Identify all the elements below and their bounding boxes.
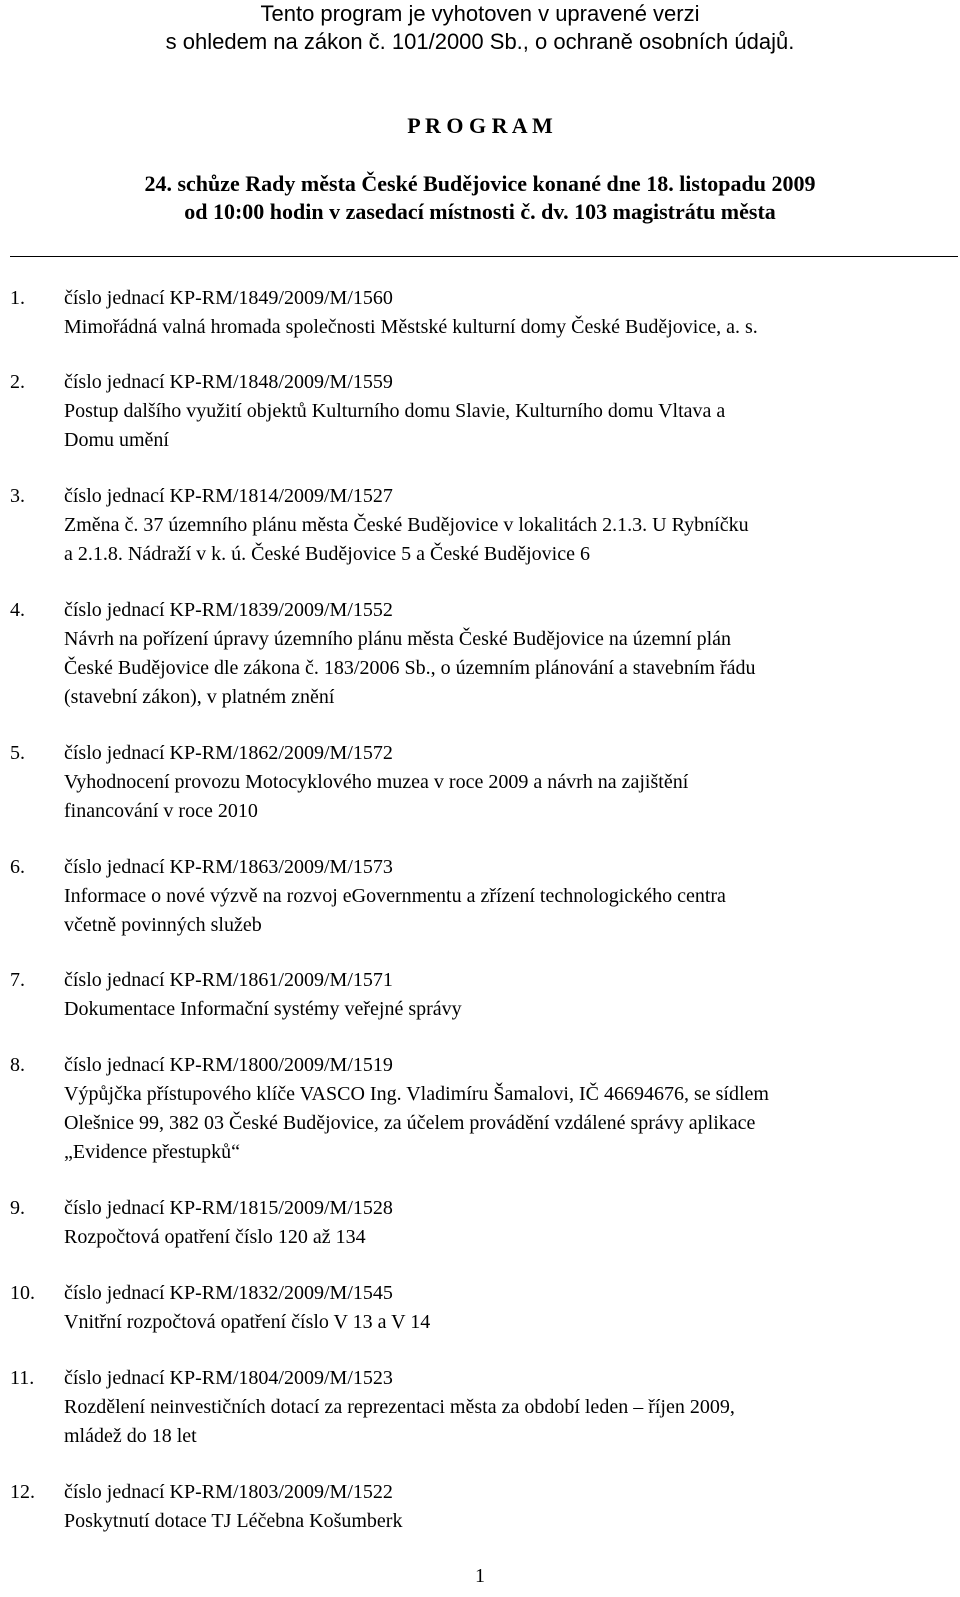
- agenda-item-description: Vnitřní rozpočtová opatření číslo V 13 a V 14: [64, 1311, 431, 1333]
- agenda-item-description: Dokumentace Informační systémy veřejné správy: [64, 998, 462, 1020]
- agenda-item-description: Změna č. 37 územního plánu města České Budějovice v lokalitách 2.1.3. U Rybníčku a 2.1.8. Nádraží v k. ú. České Budějovice 5 a České Budějovice 6: [64, 514, 749, 565]
- agenda-item: [0, 482, 960, 569]
- agenda-item: [0, 1364, 960, 1451]
- agenda-item-number: 7.: [10, 969, 25, 991]
- privacy-notice-line-2: s ohledem na zákon č. 101/2000 Sb., o ochraně osobních údajů.: [165, 29, 795, 54]
- agenda-item-reference: číslo jednací KP-RM/1803/2009/M/1522: [64, 1481, 393, 1503]
- agenda-item-reference: číslo jednací KP-RM/1861/2009/M/1571: [64, 969, 393, 991]
- agenda-item: [0, 1279, 960, 1337]
- agenda-item: [0, 596, 960, 712]
- page-number: 1: [475, 1565, 485, 1587]
- program-title: P R O G R A M: [407, 113, 553, 138]
- agenda-item-reference: číslo jednací KP-RM/1862/2009/M/1572: [64, 742, 393, 764]
- agenda-item: [0, 1194, 960, 1252]
- agenda-item-number: 6.: [10, 856, 25, 878]
- privacy-notice-line-1: Tento program je vyhotoven v upravené verzi: [260, 1, 700, 26]
- agenda-item-description: Rozpočtová opatření číslo 120 až 134: [64, 1226, 366, 1248]
- agenda-item-reference: číslo jednací KP-RM/1804/2009/M/1523: [64, 1367, 393, 1389]
- agenda-item: [0, 1478, 960, 1536]
- agenda-item-reference: číslo jednací KP-RM/1863/2009/M/1573: [64, 856, 393, 878]
- agenda-item-number: 10.: [10, 1282, 35, 1304]
- agenda-item-reference: číslo jednací KP-RM/1832/2009/M/1545: [64, 1282, 393, 1304]
- agenda-item-description: Vyhodnocení provozu Motocyklového muzea v roce 2009 a návrh na zajištění financování v roce 2010: [64, 771, 689, 822]
- agenda-item-description: Informace o nové výzvě na rozvoj eGovernmentu a zřízení technologického centra včetně povinných služeb: [64, 885, 726, 936]
- agenda-item-description: Návrh na pořízení úpravy územního plánu města České Budějovice na územní plán České Budějovice dle zákona č. 183/2006 Sb., o územním plánování a stavebním řádu (stavební zákon), v platném znění: [64, 628, 756, 708]
- agenda-item-reference: číslo jednací KP-RM/1814/2009/M/1527: [64, 485, 393, 507]
- agenda-item-number: 5.: [10, 742, 25, 764]
- meeting-info: [0, 170, 960, 226]
- agenda-item-number: 4.: [10, 599, 25, 621]
- agenda-item-reference: číslo jednací KP-RM/1800/2009/M/1519: [64, 1054, 393, 1076]
- agenda-item-number: 8.: [10, 1054, 25, 1076]
- agenda-list: [0, 284, 960, 1536]
- agenda-item: [0, 739, 960, 826]
- agenda-item-number: 2.: [10, 371, 25, 393]
- meeting-info-line-2: od 10:00 hodin v zasedací místnosti č. dv. 103 magistrátu města: [184, 199, 776, 224]
- agenda-item-reference: číslo jednací KP-RM/1849/2009/M/1560: [64, 287, 393, 309]
- header-divider: [10, 256, 958, 257]
- agenda-item: [0, 284, 960, 342]
- agenda-item: [0, 966, 960, 1024]
- agenda-item-description: Postup dalšího využití objektů Kulturního domu Slavie, Kulturního domu Vltava a Domu umění: [64, 400, 726, 451]
- agenda-item-number: 9.: [10, 1197, 25, 1219]
- agenda-item-number: 12.: [10, 1481, 35, 1503]
- agenda-item: [0, 368, 960, 455]
- agenda-item-reference: číslo jednací KP-RM/1848/2009/M/1559: [64, 371, 393, 393]
- agenda-item-description: Mimořádná valná hromada společnosti Městské kulturní domy České Budějovice, a. s.: [64, 316, 758, 338]
- meeting-info-line-1: 24. schůze Rady města České Budějovice konané dne 18. listopadu 2009: [144, 171, 816, 196]
- agenda-item-number: 3.: [10, 485, 25, 507]
- agenda-item-description: Poskytnutí dotace TJ Léčebna Košumberk: [64, 1510, 403, 1532]
- agenda-item: [0, 1051, 960, 1167]
- privacy-notice: [0, 0, 960, 56]
- agenda-item-description: Rozdělení neinvestičních dotací za reprezentaci města za období leden – říjen 2009, mládež do 18 let: [64, 1396, 735, 1447]
- agenda-item-number: 1.: [10, 287, 25, 309]
- agenda-item-reference: číslo jednací KP-RM/1839/2009/M/1552: [64, 599, 393, 621]
- agenda-item-description: Výpůjčka přístupového klíče VASCO Ing. Vladimíru Šamalovi, IČ 46694676, se sídlem Olešnice 99, 382 03 České Budějovice, za účelem provádění vzdálené správy aplikace „Evidence přestupků“: [64, 1083, 769, 1163]
- agenda-item-reference: číslo jednací KP-RM/1815/2009/M/1528: [64, 1197, 393, 1219]
- agenda-item: [0, 853, 960, 940]
- agenda-item-number: 11.: [10, 1367, 35, 1389]
